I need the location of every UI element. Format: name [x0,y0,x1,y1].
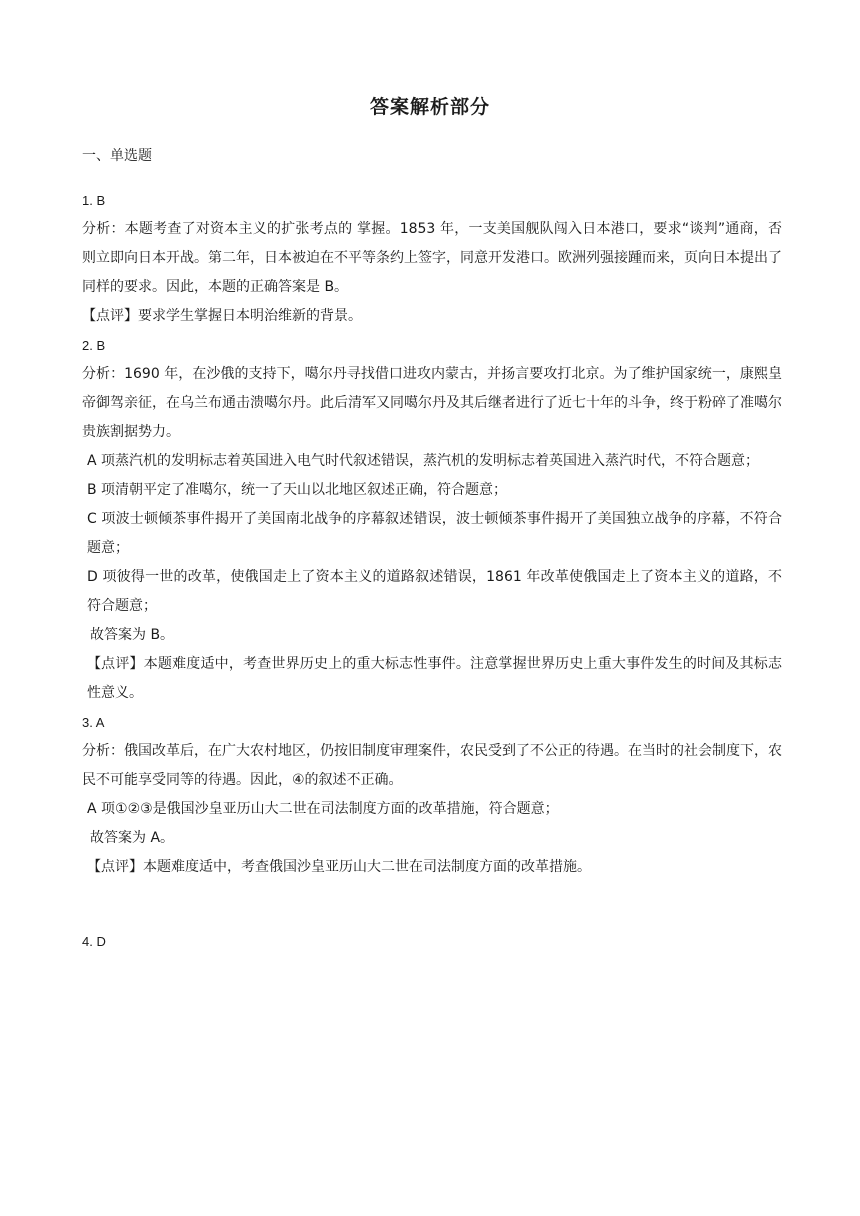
question-2-analysis: 分析：1690 年，在沙俄的支持下，噶尔丹寻找借口进攻内蒙古，并扬言要攻打北京。为了维护国家统一，康熙皇帝御驾亲征，在乌兰布通击溃噶尔丹。此后清军又同噶尔丹及其后继者进行了近七十年的斗争，终于粉碎了准噶尔贵族割据势力。 [82,366,782,440]
spacer [82,882,782,927]
section-heading: 一、单选题 [82,148,152,164]
question-2-option-d: D 项彼得一世的改革，使俄国走上了资本主义的道路叙述错误，1861 年改革使俄国走上了资本主义的道路，不符合题意； [87,569,782,614]
question-2-option-c: C 项波士顿倾茶事件揭开了美国南北战争的序幕叙述错误，波士顿倾茶事件揭开了美国独立战争的序幕，不符合题意； [87,511,782,556]
question-2-answer: 故答案为 B。 [90,627,175,643]
answer-content [82,186,782,956]
question-3-answer: 故答案为 A。 [90,830,175,846]
question-3-number: 3. A [82,715,105,730]
question-2-option-b: B 项清朝平定了准噶尔，统一了天山以北地区叙述正确，符合题意； [87,482,508,498]
question-1-review: 【点评】要求学生掌握日本明治维新的背景。 [82,308,362,324]
question-1-analysis: 分析：本题考查了对资本主义的扩张考点的 掌握。1853 年，一支美国舰队闯入日本港口，要求“谈判”通商，否则立即向日本开战。第二年，日本被迫在不平等条约上签字，同意开发港口。欧洲列强接踵而来，页向日本提出了同样的要求。因此，本题的正确答案是 B。 [82,221,782,295]
question-4-number: 4. D [82,934,106,949]
question-1-number: 1. B [82,193,106,208]
question-3-analysis: 分析：俄国改革后，在广大农村地区，仍按旧制度审理案件，农民受到了不公正的待遇。在当时的社会制度下，农民不可能享受同等的待遇。因此，④的叙述不正确。 [82,743,782,788]
question-3-review: 【点评】本题难度适中，考查俄国沙皇亚历山大二世在司法制度方面的改革措施。 [87,859,591,875]
question-3-option-a: A 项①②③是俄国沙皇亚历山大二世在司法制度方面的改革措施，符合题意； [87,801,559,817]
question-2-number: 2. B [82,338,106,353]
question-2-option-a: A 项蒸汽机的发明标志着英国进入电气时代叙述错误，蒸汽机的发明标志着英国进入蒸汽时代，不符合题意； [87,453,760,469]
page-title: 答案解析部分 [369,96,490,118]
question-2-review: 【点评】本题难度适中，考查世界历史上的重大标志性事件。注意掌握世界历史上重大事件发生的时间及其标志性意义。 [87,656,782,701]
